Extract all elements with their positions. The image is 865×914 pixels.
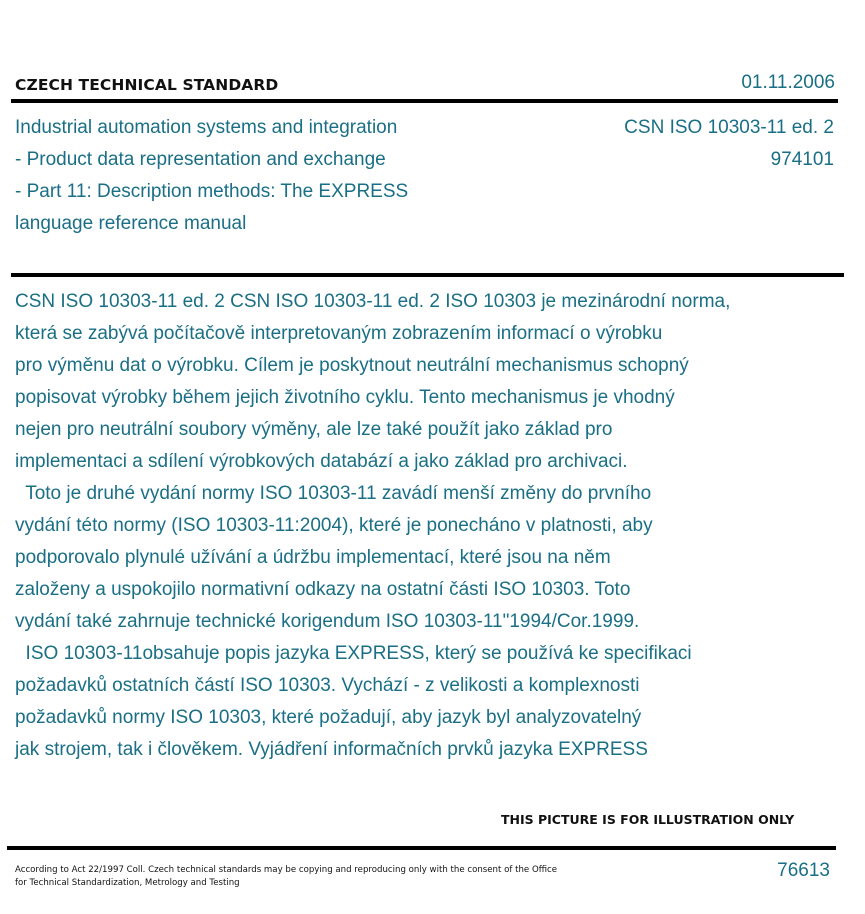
standard-code: CSN ISO 10303-11 ed. 2	[624, 117, 834, 138]
body-line: nejen pro neutrální soubory výměny, ale lze také použít jako základ pro	[15, 419, 613, 440]
legal-notice-line-1: According to Act 22/1997 Coll. Czech technical standards may be copying and reproducing only with the consent of the Office	[15, 865, 558, 875]
publication-date: 01.11.2006	[741, 72, 835, 93]
body-line: požadavků normy ISO 10303, které požadují, aby jazyk byl analyzovatelný	[15, 707, 642, 728]
body-line: vydání této normy (ISO 10303-11:2004), které je ponecháno v platnosti, aby	[15, 515, 653, 536]
body-line: popisovat výrobky během jejich životního cyklu. Tento mechanismus je vhodný	[15, 387, 675, 408]
legal-notice-line-2: for Technical Standardization, Metrology and Testing	[15, 878, 240, 888]
body-line: implementaci a sdílení výrobkových databází a jako základ pro archivaci.	[15, 451, 628, 472]
body-line: která se zabývá počítačově interpretovaným zobrazením informací o výrobku	[15, 323, 663, 344]
illustration-note: THIS PICTURE IS FOR ILLUSTRATION ONLY	[501, 812, 795, 827]
title-line-2: - Product data representation and exchange	[15, 149, 386, 170]
body-line: požadavků ostatních částí ISO 10303. Vychází - z velikosti a komplexnosti	[15, 675, 640, 696]
title-line-3: - Part 11: Description methods: The EXPRESS	[15, 181, 409, 202]
title-divider	[11, 273, 844, 277]
body-line: podporovalo plynulé užívání a údržbu implementací, které jsou na něm	[15, 547, 611, 568]
abstract-body	[15, 286, 845, 766]
standard-type-label: CZECH TECHNICAL STANDARD	[15, 76, 279, 94]
header-divider	[11, 99, 838, 103]
body-line: ISO 10303-11obsahuje popis jazyka EXPRESS, který se používá ke specifikaci	[15, 643, 692, 664]
footer-divider	[7, 846, 836, 850]
body-line: pro výměnu dat o výrobku. Cílem je poskytnout neutrální mechanismus schopný	[15, 355, 689, 376]
body-line: vydání také zahrnuje technické korigendum ISO 10303-11"1994/Cor.1999.	[15, 611, 640, 632]
document-number: 76613	[777, 860, 830, 881]
legal-notice	[15, 864, 557, 890]
class-number: 974101	[770, 149, 834, 170]
title-line-1: Industrial automation systems and integration	[15, 117, 398, 138]
body-line: jak strojem, tak i člověkem. Vyjádření informačních prvků jazyka EXPRESS	[15, 739, 648, 760]
title-line-4: language reference manual	[15, 213, 247, 234]
body-line: CSN ISO 10303-11 ed. 2 CSN ISO 10303-11 ed. 2 ISO 10303 je mezinárodní norma,	[15, 291, 731, 312]
body-line: založeny a uspokojilo normativní odkazy na ostatní části ISO 10303. Toto	[15, 579, 631, 600]
body-line: Toto je druhé vydání normy ISO 10303-11 zavádí menší změny do prvního	[15, 483, 652, 504]
